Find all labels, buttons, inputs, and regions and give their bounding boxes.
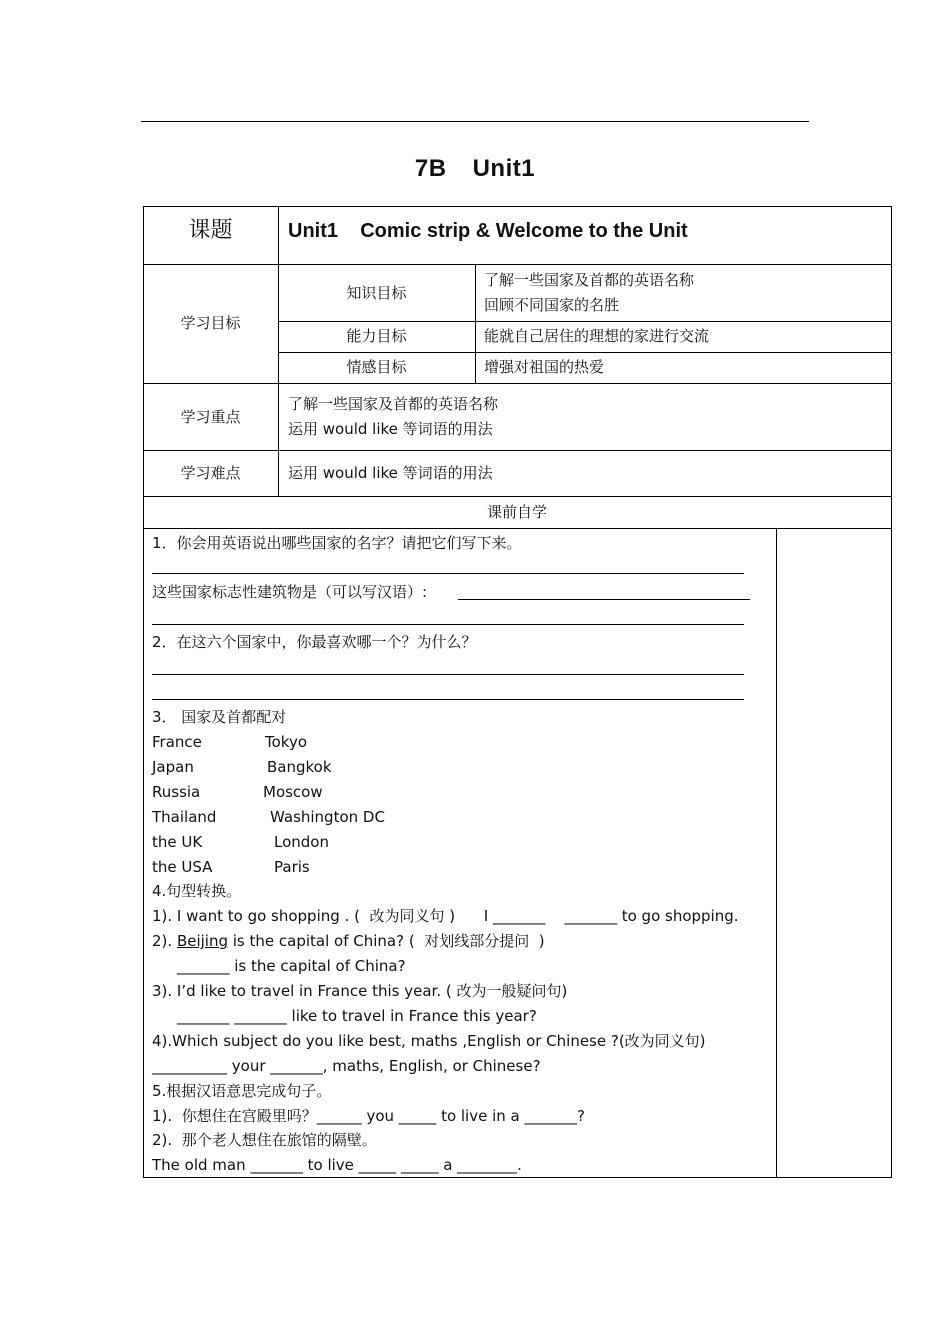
underlined-word: Beijing [176, 932, 228, 950]
sentence-2-answer: _______ is the capital of China? [177, 957, 406, 975]
capital-bangkok: Bangkok [267, 758, 332, 776]
sentence-3: 3). I’d like to travel in France this year. ( 改为一般疑问句) [152, 982, 568, 1000]
subject-value: Unit1 Comic strip & Welcome to the Unit [288, 220, 688, 242]
translate-2-answer: The old man _______ to live _____ _____ a ________. [152, 1156, 522, 1174]
country-japan: Japan [152, 758, 194, 776]
question-1b: 这些国家标志性建筑物是（可以写汉语）: [152, 583, 428, 601]
key-line-2: 运用 would like 等词语的用法 [288, 420, 493, 438]
key-line-1: 了解一些国家及首都的英语名称 [288, 395, 499, 413]
goal-knowledge-line-1: 了解一些国家及首都的英语名称 [484, 271, 695, 289]
country-uk: the UK [152, 833, 203, 851]
capital-tokyo: Tokyo [265, 733, 307, 751]
country-russia: Russia [152, 783, 201, 801]
sentence-3-answer: _______ _______ like to travel in France this year? [177, 1007, 537, 1025]
country-france: France [152, 733, 202, 751]
sentence-4: 4).Which subject do you like best, maths ,English or Chinese ?(改为同义句) [152, 1032, 706, 1050]
sentence-1: 1). I want to go shopping . ( 改为同义句 ) I _______ _______ to go shopping. [152, 907, 739, 925]
header-rule [141, 121, 809, 122]
answer-line[interactable] [152, 674, 744, 675]
capital-moscow: Moscow [263, 783, 323, 801]
goal-ability-line: 能就自己居住的理想的家进行交流 [484, 327, 710, 345]
answer-line[interactable] [152, 699, 744, 700]
translate-1: 1). 你想住在宫殿里吗？______ you _____ to live in a _______? [152, 1107, 585, 1125]
capital-london: London [274, 833, 329, 851]
sentence-4-answer: __________ your _______, maths, English, or Chinese? [152, 1057, 541, 1075]
question-5: 5.根据汉语意思完成句子。 [152, 1082, 332, 1100]
difficulty-line: 运用 would like 等词语的用法 [288, 464, 493, 482]
question-3: 3． 国家及首都配对 [152, 708, 287, 726]
question-1: 1．你会用英语说出哪些国家的名字？请把它们写下来。 [152, 534, 522, 552]
key-label: 学习重点 [180, 408, 241, 426]
country-usa: the USA [152, 858, 213, 876]
subject-label: 课题 [188, 218, 233, 243]
goal-knowledge-line-2: 回顾不同国家的名胜 [484, 296, 620, 314]
goal-emotion-line: 增强对祖国的热爱 [484, 358, 605, 376]
page-title: 7B Unit1 [414, 155, 536, 182]
answer-line[interactable] [458, 599, 750, 600]
goal-type-ability: 能力目标 [346, 327, 407, 345]
difficulty-label: 学习难点 [180, 464, 241, 482]
goal-type-emotion: 情感目标 [346, 358, 407, 376]
question-4: 4.句型转换。 [152, 882, 242, 900]
goal-type-knowledge: 知识目标 [346, 284, 407, 302]
answer-line[interactable] [152, 573, 744, 574]
question-2: 2．在这六个国家中，你最喜欢哪一个？为什么？ [152, 633, 477, 651]
sentence-2: 2). Beijing is the capital of China? ( 对划线部分提问 ) [152, 932, 545, 950]
country-thailand: Thailand [152, 808, 217, 826]
goals-label: 学习目标 [180, 314, 241, 332]
capital-paris: Paris [274, 858, 310, 876]
preview-header: 课前自学 [486, 503, 547, 521]
capital-washington: Washington DC [270, 808, 385, 826]
answer-line[interactable] [152, 624, 744, 625]
translate-2: 2). 那个老人想住在旅馆的隔壁。 [152, 1131, 377, 1149]
